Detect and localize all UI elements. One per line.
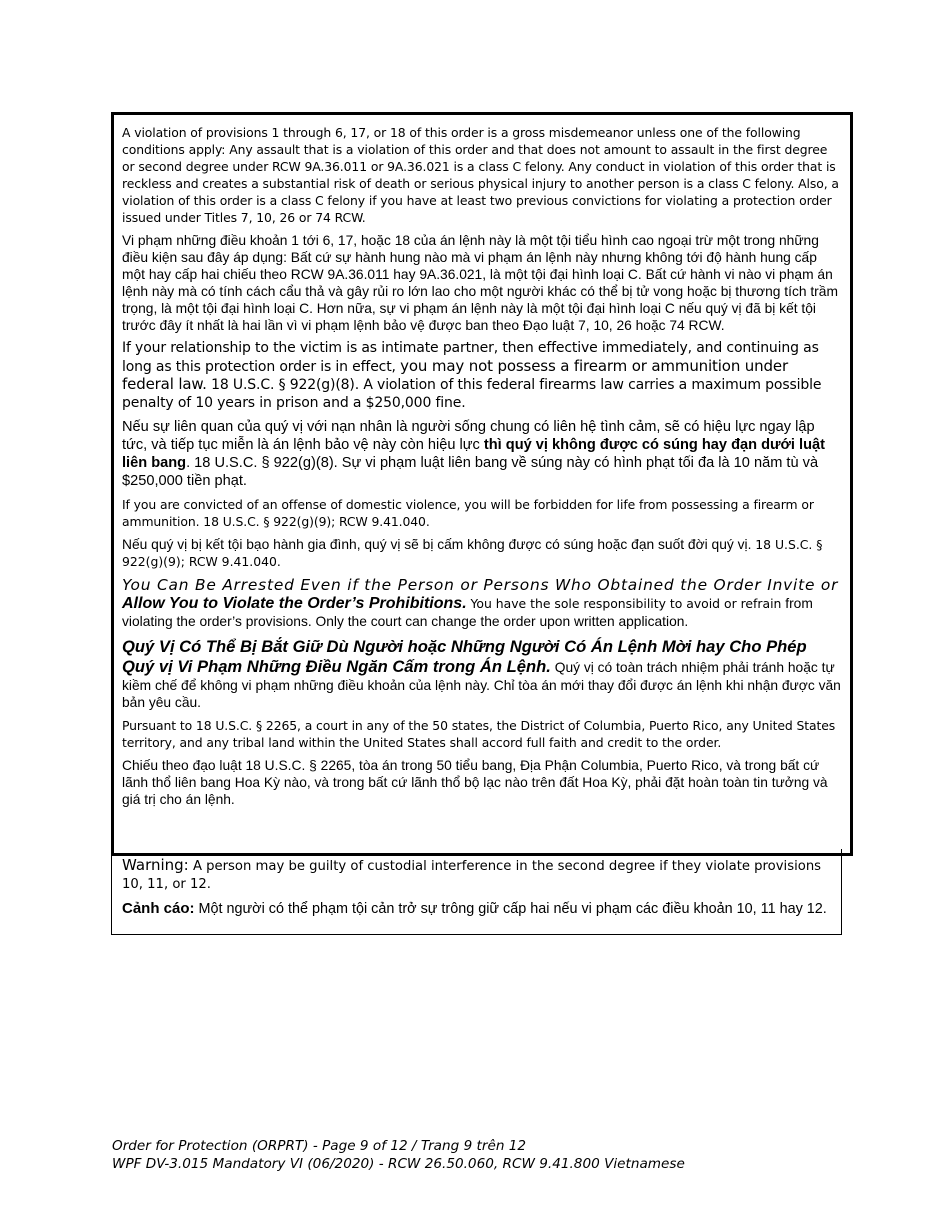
legal-notice-box (111, 112, 853, 856)
footer-line-2: WPF DV-3.015 Mandatory VI (06/2020) - RCW 26.50.060, RCW 9.41.800 Vietnamese (112, 1156, 685, 1172)
warning-label-vi: Cảnh cáo: (122, 900, 195, 917)
violation-paragraph-vi: Vi phạm những điều khoản 1 tới 6, 17, hoặc 18 của án lệnh này là một tội tiểu hình cao ngoại trừ một trong những điều kiện sau đây áp dụng: Bất cứ sự hành hung nào mà vi phạm án lệnh này nhưng không tới độ hành hung cấp một hay cấp hai chiếu theo RCW 9A.36.011 hay 9A.36.021, là một tội đại hình loại C. Bất cứ hành vi nào vi phạm án lệnh này mà có tính cách cẩu thả và gây rủi ro lớn lao cho một người khác có thể bị tử vong hoặc bị thương tích trầm trọng, là một tội đại hình loại C. Hơn nữa, sự vi phạm án lệnh này là một tội đại hình loại C nếu quý vị đã bị kết tội trước đây ít nhất là hai lần vì vi phạm lệnh bảo vệ được ban theo Đạo luật 7, 10, 26 hoặc 74 RCW. (122, 233, 838, 333)
warning-paragraph-vi (122, 900, 831, 918)
warning-label-en: Warning: (122, 856, 189, 874)
dv-vi-part1: Nếu quý vị bị kết tội bạo hành gia đình, quý vị sẽ bị cấm không được có súng hoặc đạn suốt đời quý vị. (122, 537, 752, 552)
arrest-heading-vi: Quý Vị Có Thể Bị Bắt Giữ Dù Người hoặc Những Người Có Án Lệnh Mời hay Cho Phép Quý vị Vi Phạm Những Điều Ngăn Cấm trong Án Lệnh. (122, 637, 807, 676)
arrest-heading-part2: Allow You to Violate the Order’s Prohibitions. (122, 595, 467, 612)
footer-line-1: Order for Protection (ORPRT) - Page 9 of 12 / Trang 9 trên 12 (112, 1138, 527, 1154)
firearms-en-emphasis: you may not possess a firearm or ammunition under federal law. (122, 356, 788, 393)
firearms-en-part3: 18 U.S.C. § 922(g)(8). A violation of this federal firearms law carries a maximum possible penalty of 10 years in prison and a $250,000 fine. (122, 377, 822, 411)
firearms-paragraph-en (122, 340, 842, 412)
violation-paragraph-en: A violation of provisions 1 through 6, 17, or 18 of this order is a gross misdemeanor unless one of the following conditions apply: Any assault that is a violation of this order and that does not amount to assault in the first degree or second degree under RCW 9A.36.011 or 9A.36.021 is a class C felony. Any conduct in violation of this order that is reckless and creates a substantial risk of death or serious physical injury to another person is a class C felony. Also, a violation of this order is a class C felony if you have at least two previous convictions for violating a protection order issued under Titles 7, 10, 26 or 74 RCW. (122, 125, 839, 225)
full-faith-paragraph-vi: Chiếu theo đạo luật 18 U.S.C. § 2265, tòa án trong 50 tiểu bang, Địa Phận Columbia, Puerto Rico, và trong bất cứ lãnh thổ liên bang Hoa Kỳ nào, và trong bất cứ lãnh thổ bộ lạc nào trên đất Hoa Kỳ, phải đặt hoàn toàn tin tưởng và giá trị cho án lệnh. (122, 758, 828, 807)
firearms-vi-part1: Nếu sự liên quan của quý vị với nạn nhân là người sống chung có liên hệ tình cảm, sẽ có hiệu lực ngay lập tức, và tiếp tục miễn là án lệnh bảo vệ này còn hiệu lực (122, 419, 815, 453)
full-faith-paragraph-en: Pursuant to 18 U.S.C. § 2265, a court in any of the 50 states, the District of Columbia, Puerto Rico, any United States territory, and any tribal land within the United States shall accord full faith and credit to the order. (122, 718, 836, 750)
arrest-body-part2: from violating the order’s provisions. Only the court can change the order upon written application. (122, 596, 813, 629)
arrest-paragraph-vi (122, 637, 842, 711)
arrest-body-part1: You have the sole responsibility to avoid or refrain (470, 596, 782, 611)
warning-text-vi: Một người có thể phạm tội cản trở sự trông giữ cấp hai nếu vi phạm các điều khoản 10, 11 hay 12. (198, 901, 827, 917)
domestic-violence-paragraph-en: If you are convicted of an offense of domestic violence, you will be forbidden for life from possessing a firearm or ammunition. 18 U.S.C. § 922(g)(9); RCW 9.41.040. (122, 497, 814, 529)
warning-paragraph-en (122, 856, 831, 894)
arrest-heading-part1: You Can Be Arrested Even if the Person or Persons Who Obtained the Order Invite or (122, 576, 839, 594)
page-footer (112, 1137, 685, 1173)
domestic-violence-paragraph-vi (122, 536, 842, 570)
warning-text-en: A person may be guilty of custodial interference in the second degree if they violate provisions 10, 11, or 12. (122, 859, 822, 892)
firearms-paragraph-vi (122, 418, 842, 490)
warning-box (111, 849, 842, 935)
arrest-body-vi: Quý vị có toàn trách nhiệm phải tránh hoặc tự kiềm chế để không vi phạm những điều khoản của lệnh này. Chỉ tòa án mới thay đổi được án lệnh khi nhận được văn bản yêu cầu. (122, 660, 841, 710)
firearms-en-part1: If your relationship to the victim is as intimate partner, then effective immediately, and continuing as long as this protection order is in effect, (122, 340, 819, 375)
dv-vi-citation: 18 U.S.C. § 922(g)(9); RCW 9.41.040. (122, 537, 823, 569)
firearms-vi-part3: . 18 U.S.C. § 922(g)(8). Sự vi phạm luật liên bang về súng này có hình phạt tối đa là 10 năm tù và $250,000 tiền phạt. (122, 455, 819, 489)
arrest-paragraph-en (122, 576, 842, 631)
firearms-vi-emphasis: thì quý vị không được có súng hay đạn dưới luật liên bang (122, 437, 825, 471)
